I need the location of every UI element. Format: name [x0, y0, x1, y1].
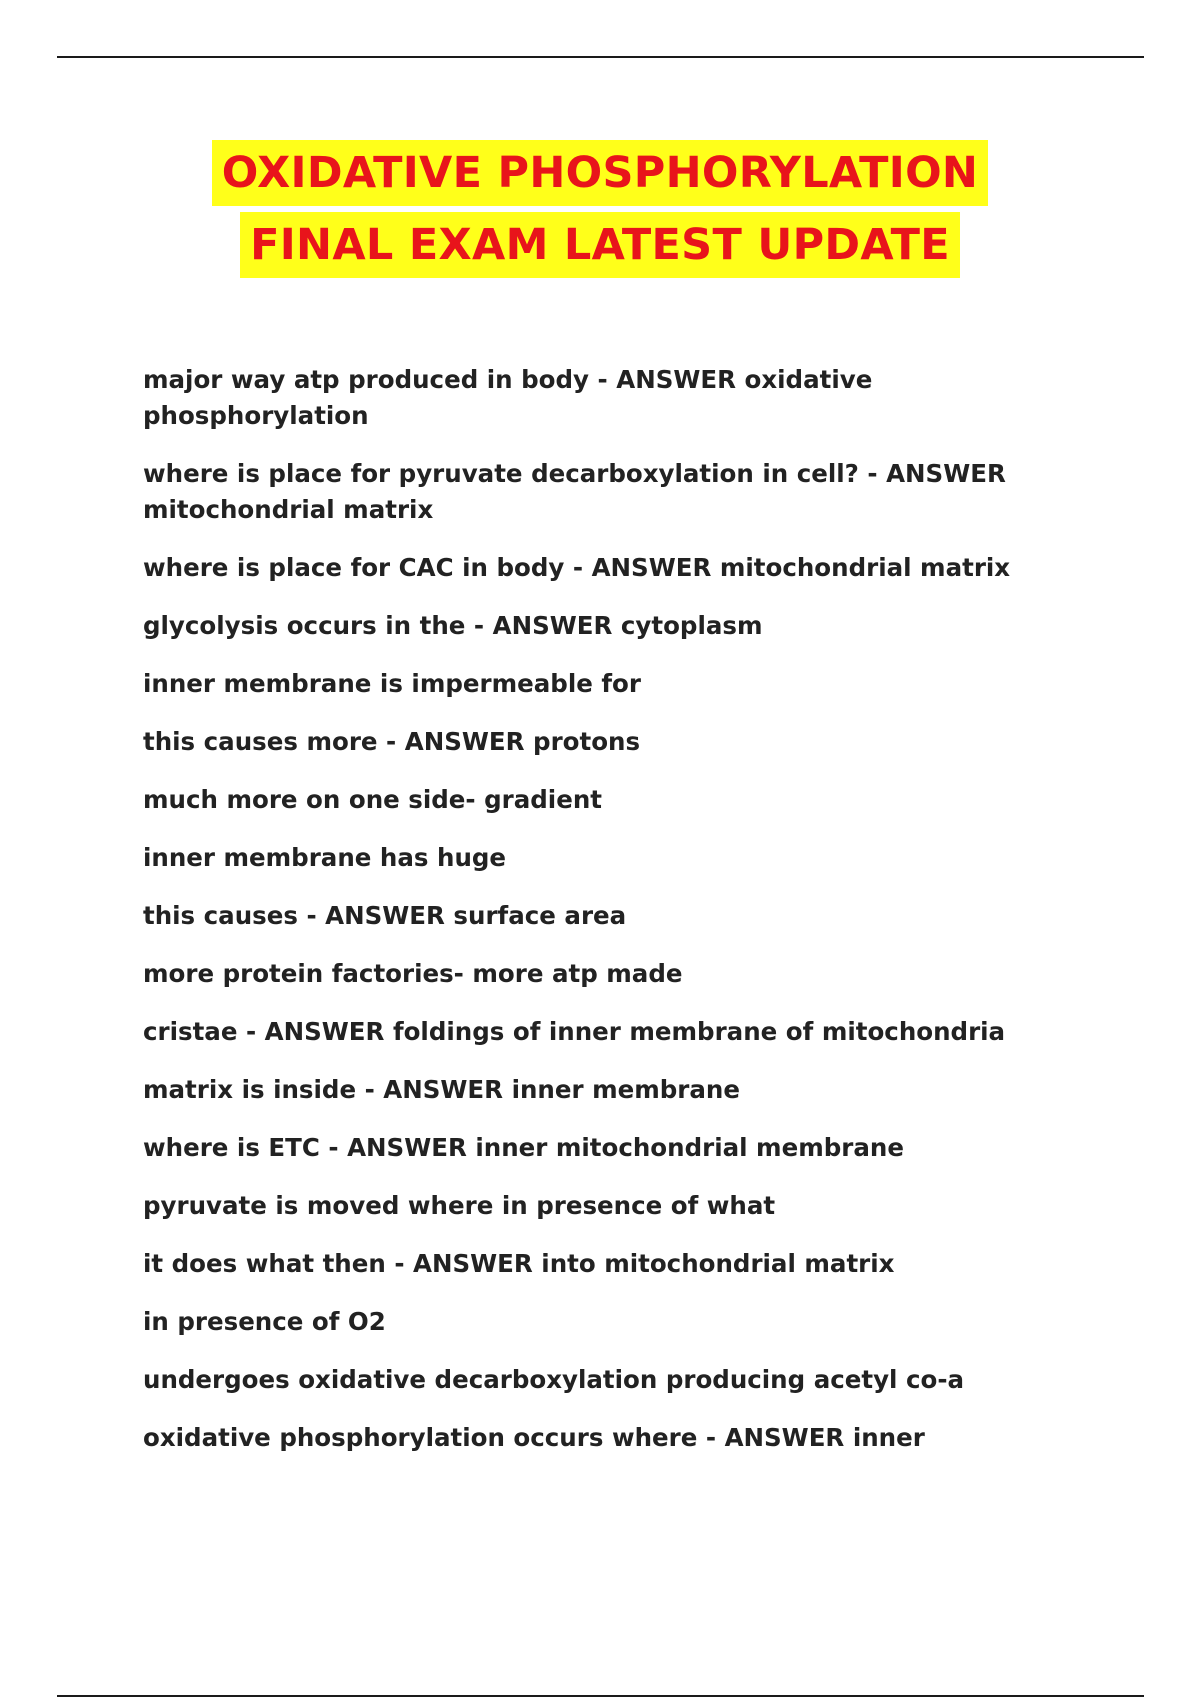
top-divider [57, 56, 1144, 58]
qa-item: major way atp produced in body - ANSWER oxidative phosphorylation [143, 365, 873, 430]
qa-item: in presence of O2 [143, 1307, 386, 1336]
qa-item: cristae - ANSWER foldings of inner membrane of mitochondria [143, 1017, 1006, 1046]
qa-item: inner membrane is impermeable for [143, 669, 641, 698]
qa-item: oxidative phosphorylation occurs where - ANSWER inner [143, 1423, 925, 1452]
document-title [0, 140, 1200, 278]
qa-item: where is place for CAC in body - ANSWER mitochondrial matrix [143, 553, 1011, 582]
qa-item: this causes more - ANSWER protons [143, 727, 641, 756]
bottom-divider [57, 1695, 1144, 1697]
qa-item: where is place for pyruvate decarboxylation in cell? - ANSWER mitochondrial matrix [143, 459, 1006, 524]
qa-item: it does what then - ANSWER into mitochondrial matrix [143, 1249, 895, 1278]
qa-item: glycolysis occurs in the - ANSWER cytoplasm [143, 611, 763, 640]
qa-item: where is ETC - ANSWER inner mitochondrial membrane [143, 1133, 904, 1162]
title-line-2: FINAL EXAM LATEST UPDATE [240, 212, 960, 278]
qa-list [143, 362, 1043, 1478]
title-line-1: OXIDATIVE PHOSPHORYLATION [212, 140, 988, 206]
qa-item: undergoes oxidative decarboxylation producing acetyl co-a [143, 1365, 965, 1394]
qa-item: this causes - ANSWER surface area [143, 901, 627, 930]
qa-item: pyruvate is moved where in presence of what [143, 1191, 776, 1220]
qa-item: matrix is inside - ANSWER inner membrane [143, 1075, 740, 1104]
qa-item: much more on one side- gradient [143, 785, 602, 814]
qa-item: inner membrane has huge [143, 843, 507, 872]
qa-item: more protein factories- more atp made [143, 959, 683, 988]
